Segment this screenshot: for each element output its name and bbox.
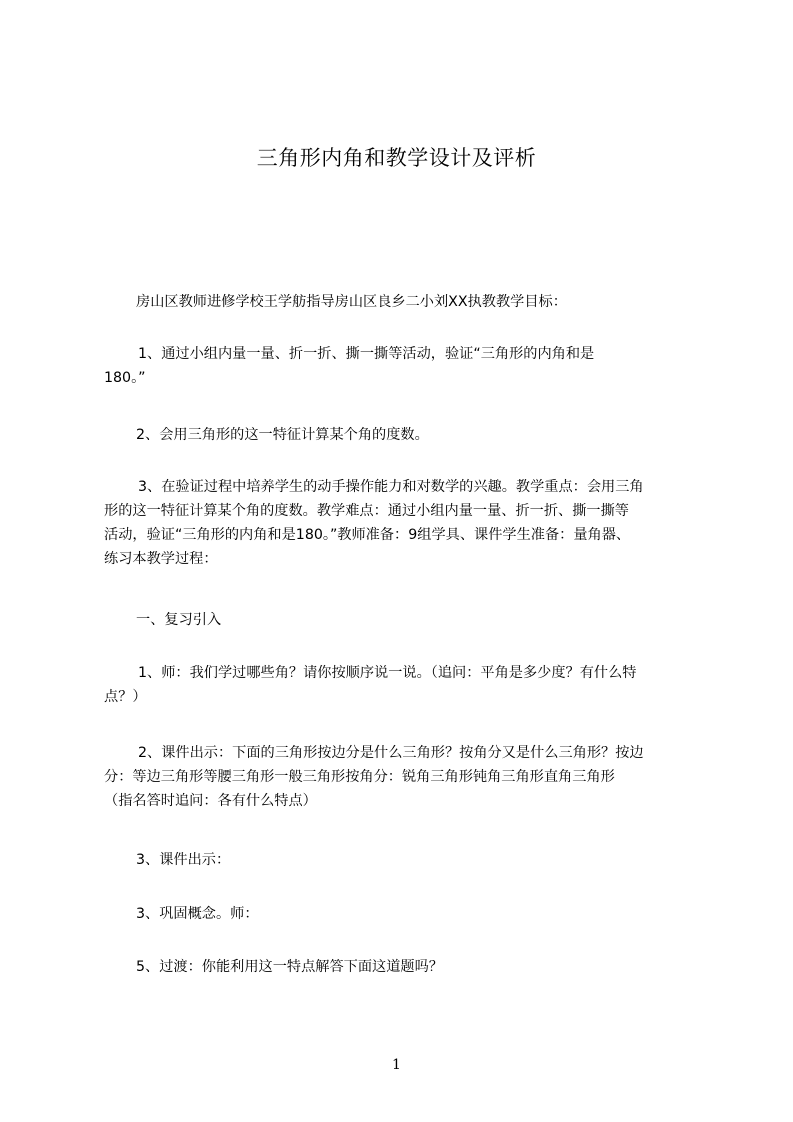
paragraph-line: 活动，验证“三角形的内角和是180。”教师准备：9组学具、课件学生准备：量角器、 [104,527,631,543]
paragraph-step-2 [104,741,714,813]
paragraph-line: 3、在验证过程中培养学生的动手操作能力和对数学的兴趣。教学重点：会用三角 [138,479,644,495]
paragraph-step-3-consolidate [104,902,714,926]
paragraph-goal-2 [104,423,714,447]
paragraph-line: 3、课件出示： [136,852,231,868]
paragraph-line: 分：等边三角形等腰三角形一般三角形按角分：锐角三角形钝角三角形直角三角形 [104,769,615,785]
paragraph-line: 一、复习引入 [136,612,222,628]
paragraph-author-goals [136,290,746,314]
paragraph-line: 练习本教学过程： [104,551,218,567]
section-heading-review [104,608,714,632]
paragraph-line: 2、课件出示：下面的三角形按边分是什么三角形？按角分又是什么三角形？按边 [138,745,644,761]
paragraph-line: 形的这一特征计算某个角的度数。教学难点：通过小组内量一量、折一折、撕一撕等 [104,503,629,519]
paragraph-line: 1、师：我们学过哪些角？请你按顺序说一说。（追问：平角是多少度？有什么特 [138,665,637,681]
paragraph-line: 1、通过小组内量一量、折一折、撕一撕等活动，验证“三角形的内角和是 [138,346,595,362]
paragraph-line: 2、会用三角形的这一特征计算某个角的度数。 [136,427,429,443]
paragraph-line: 3、巩固概念。师： [136,906,259,922]
paragraph-step-1 [104,661,714,709]
document-title: 三角形内角和教学设计及评析 [256,146,537,170]
paragraph-step-5 [104,955,714,979]
paragraph-line: 点？） [104,689,147,705]
paragraph-goal-3 [104,475,714,571]
paragraph-goal-1 [104,342,714,390]
paragraph-line: 180。” [104,370,146,386]
paragraph-line: 5、过渡：你能利用这一特点解答下面这道题吗？ [136,959,443,975]
page-number: 1 [392,1057,401,1073]
paragraph-step-3-courseware [104,848,714,872]
paragraph-line: （指名答时追问：各有什么特点） [104,793,317,809]
paragraph-line: 房山区教师进修学校王学舫指导房山区良乡二小刘XX执教教学目标： [136,294,567,310]
